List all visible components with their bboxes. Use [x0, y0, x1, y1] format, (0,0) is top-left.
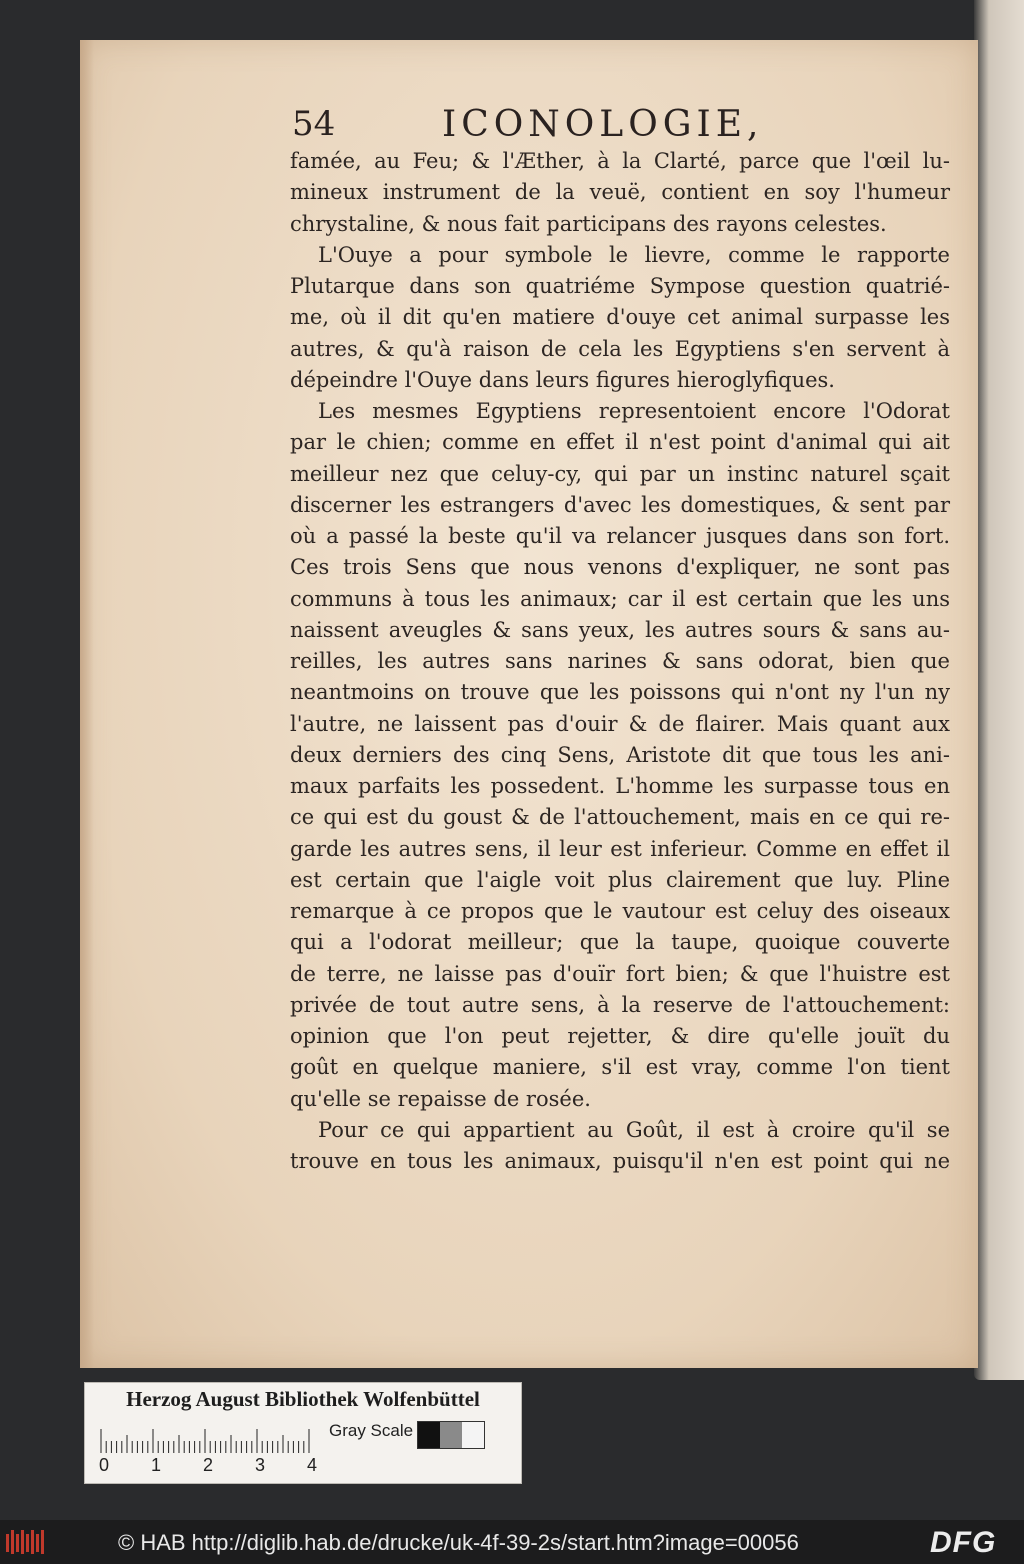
ruler — [99, 1427, 315, 1453]
hab-logo-icon — [6, 1528, 46, 1556]
library-name: Herzog August Bibliothek Wolfenbüttel — [126, 1387, 480, 1411]
text-line: qui a l'odorat meilleur; que la taupe, quoique couverte — [290, 930, 950, 955]
text-line: où a passé la beste qu'il va relancer jusques dans son fort. — [290, 524, 950, 548]
text-line: privée de tout autre sens, à la reserve de l'attouchement: — [290, 992, 950, 1017]
running-title: ICONOLOGIE, — [442, 104, 764, 145]
text-line: me, où il dit qu'en matiere d'ouye cet animal surpasse les — [290, 305, 950, 330]
running-head — [80, 104, 978, 152]
ruler-label: 4 — [307, 1455, 318, 1475]
text-line: est certain que l'aigle voit plus clairement que luy. Pline — [290, 867, 950, 892]
text-line: dépeindre l'Ouye dans leurs figures hieroglyfiques. — [290, 367, 835, 392]
text-line: discerner les estrangers d'avec les domestiques, & sent par — [290, 492, 950, 517]
text-line: ce qui est du goust & de l'attouchement, mais en ce qui re- — [290, 805, 950, 830]
text-line: trouve en tous les animaux, puisqu'il n'en est point qui ne — [290, 1149, 950, 1173]
adjacent-page-edge — [974, 0, 1024, 1380]
text-line: Les mesmes Egyptiens representoient encore l'Odorat — [318, 399, 950, 423]
ruler-label: 1 — [151, 1455, 162, 1475]
gray-swatch-cell — [418, 1422, 440, 1448]
text-line: garde les autres sens, il leur est inferieur. Comme en effet il — [290, 836, 950, 861]
copyright-link[interactable]: © HAB http://diglib.hab.de/drucke/uk-4f-39-2s/start.htm?image=00056 — [118, 1530, 799, 1555]
text-line: Ces trois Sens que nous venons d'expliquer, ne sont pas — [290, 555, 950, 580]
page-binding-shadow — [80, 40, 94, 1368]
text-line: Plutarque dans son quatriéme Sympose question quatrié- — [290, 274, 950, 298]
text-line: l'autre, ne laissent pas d'ouir & de flairer. Mais quant aux — [290, 711, 950, 736]
ruler-label: 3 — [255, 1455, 266, 1475]
text-line: goût en quelque maniere, s'il est vray, comme l'on tient — [290, 1055, 950, 1080]
gray-swatch-cell — [462, 1422, 484, 1448]
text-line: chrystaline, & nous fait participans des rayons celestes. — [290, 211, 887, 236]
text-line: reilles, les autres sans narines & sans odorat, bien que — [290, 649, 950, 673]
text-line: mineux instrument de la veuë, contient en soy l'humeur — [290, 180, 950, 205]
text-line: naissent aveugles & sans yeux, les autres sours & sans au- — [290, 617, 950, 642]
text-line: qu'elle se repaisse de rosée. — [290, 1086, 591, 1111]
text-line: neantmoins on trouve que les poissons qui n'ont ny l'un ny — [290, 680, 950, 705]
text-line: autres, & qu'à raison de cela les Egyptiens s'en servent à — [290, 336, 950, 361]
text-line: par le chien; comme en effet il n'est point d'animal qui ait — [290, 430, 950, 455]
text-line: opinion que l'on peut rejetter, & dire qu'elle jouït du — [290, 1024, 950, 1048]
gray-scale-swatch — [417, 1421, 485, 1449]
gray-scale-label: Gray Scale — [329, 1421, 414, 1440]
text-line: L'Ouye a pour symbole le lievre, comme le rapporte — [318, 242, 950, 267]
viewer-footer — [0, 1520, 1024, 1564]
scale-card — [84, 1382, 522, 1484]
text-line: maux parfaits les possedent. L'homme les surpasse tous en — [290, 774, 950, 798]
body-text — [290, 146, 950, 1177]
ruler-label: 2 — [203, 1455, 214, 1475]
page-number: 54 — [292, 104, 336, 144]
text-line: remarque à ce propos que le vautour est celuy des oiseaux — [290, 899, 950, 923]
text-line: famée, au Feu; & l'Æther, à la Clarté, parce que l'œil lu- — [290, 149, 950, 173]
dfg-logo: DFG — [930, 1526, 997, 1559]
text-line: communs à tous les animaux; car il est certain que les uns — [290, 586, 950, 611]
text-line: de terre, ne laisse pas d'ouïr fort bien; & que l'huistre est — [290, 961, 950, 986]
text-line: meilleur nez que celuy-cy, qui par un instinc naturel sçait — [290, 461, 950, 486]
text-line: Pour ce qui appartient au Goût, il est à croire qu'il se — [318, 1117, 950, 1142]
ruler-label: 0 — [99, 1455, 110, 1475]
text-line: deux derniers des cinq Sens, Aristote dit que tous les ani- — [290, 742, 950, 767]
book-page — [80, 40, 978, 1368]
gray-swatch-cell — [440, 1422, 462, 1448]
